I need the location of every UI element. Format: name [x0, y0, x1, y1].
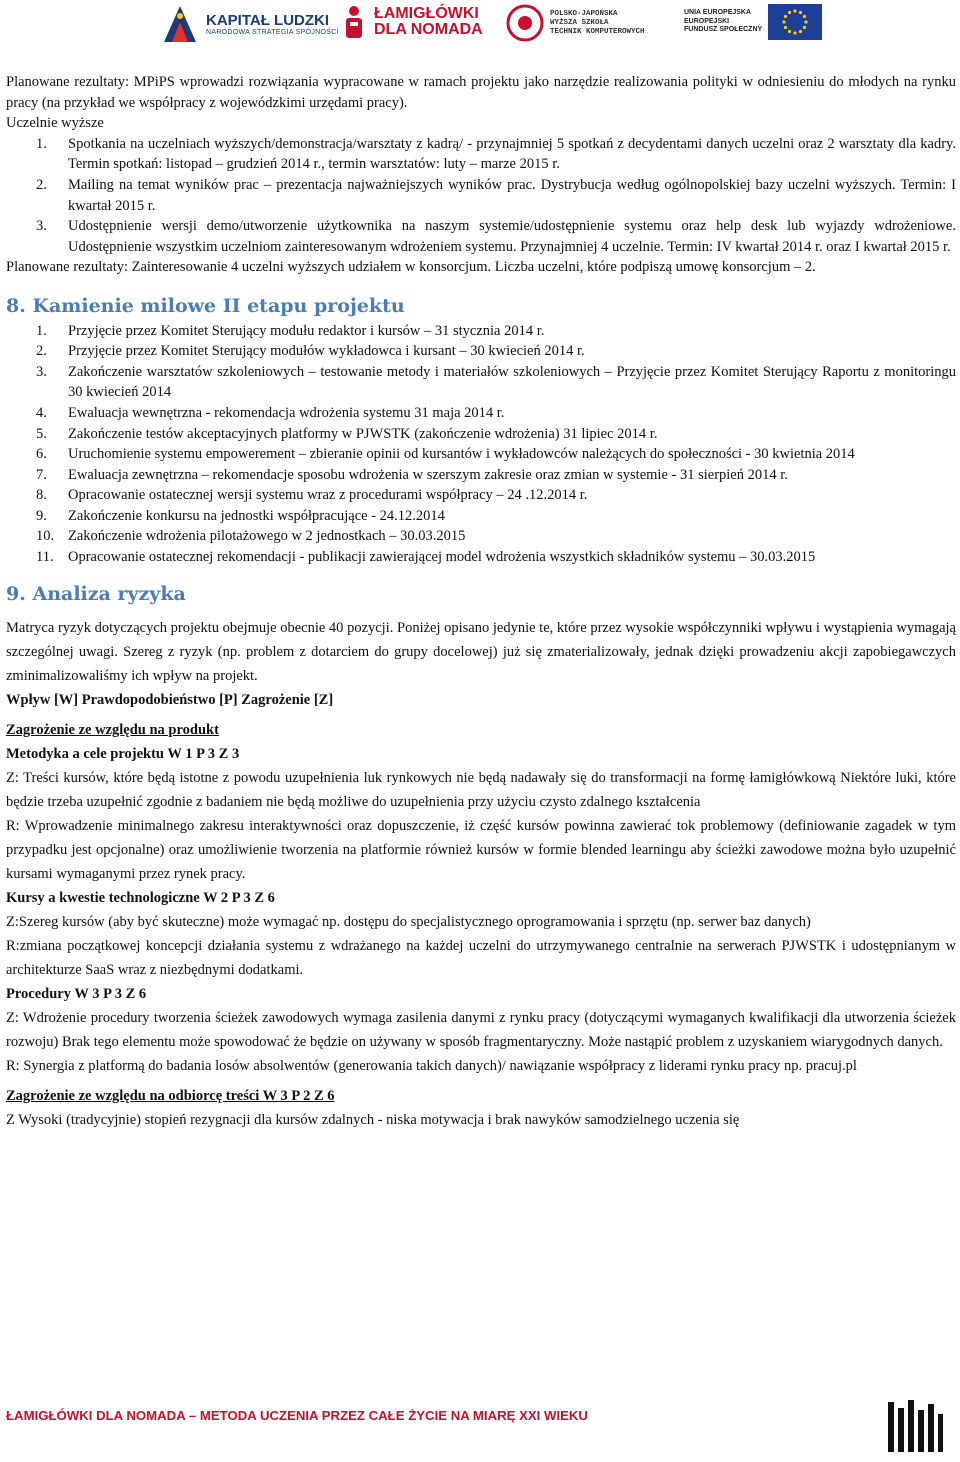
- logo-pj-line2: WYŻSZA SZKOŁA: [550, 18, 609, 27]
- risk-1-title: Metodyka a cele projektu W 1 P 3 Z 3: [6, 746, 240, 763]
- eu-flag-icon: [768, 4, 822, 40]
- logo-ld-line2: DLA NOMADA: [374, 21, 483, 38]
- list-item: [6, 547, 956, 568]
- list-item: [6, 175, 956, 216]
- list-text: Uruchomienie systemu empowerement – zbieranie opinii od kursantów i wykładowców należących do społeczności - 30 kwietnia 2014: [68, 446, 855, 463]
- list-text: Ewaluacja zewnętrzna – rekomendacje sposobu wdrożenia w szerszym zakresie oraz zmian w systemie - 31 sierpień 2014 r.: [68, 466, 788, 483]
- logo-ue-line1: UNIA EUROPEJSKA: [684, 9, 752, 17]
- risk-legend: Wpływ [W] Prawdopodobieństwo [P] Zagrożenie [Z]: [6, 692, 334, 709]
- list-text: Udostępnienie wersji demo/utworzenie użytkownika na naszym systemie/udostępnienie systemu oraz help desk lub wyjazdy wdrożeniowe. Udostępnienie wszystkim uczelniom zainteresowanym wdrożeniem systemu. Przynajmniej 4 uczelnie. Termin: IV kwartał 2014 r. oraz I kwartał 2015 r.: [68, 218, 956, 255]
- logo-ue-line2: EUROPEJSKI: [684, 17, 730, 25]
- list-item: [6, 216, 956, 257]
- list-text: Zakończenie wdrożenia pilotażowego w 2 jednostkach – 30.03.2015: [68, 528, 466, 545]
- logo-ue-line3: FUNDUSZ SPOŁECZNY: [684, 26, 763, 34]
- milestones-list: [6, 321, 956, 568]
- threat-recipient-title: Zagrożenie ze względu na odbiorcę treści W 3 P 2 Z 6: [6, 1088, 335, 1105]
- list-item: [6, 506, 956, 527]
- list-number: 3.: [36, 218, 47, 235]
- list-number: 9.: [36, 507, 47, 524]
- list-number: 11.: [36, 549, 54, 566]
- risk-2-threat: Z:Szereg kursów (aby być skuteczne) może wymagać np. dostępu do specjalistycznego oprogramowania i sprzętu (np. serwer baz danych): [6, 914, 811, 931]
- list-number: 6.: [36, 446, 47, 463]
- list-number: 8.: [36, 487, 47, 504]
- list-number: 10.: [36, 528, 55, 545]
- planned-results-paragraph: Planowane rezultaty: Zainteresowanie 4 uczelni wyższych udziałem w konsorcjum. Liczba uczelni, które podpiszą umowę konsorcjum – 2.: [6, 259, 816, 276]
- list-text: Mailing na temat wyników prac – prezentacja najważniejszych wyników prac. Dystrybucja według ogólnopolskiej bazy uczelni wyższych. Termin: I kwartał 2015 r.: [68, 176, 956, 214]
- pjwstk-emblem-icon: [506, 4, 544, 42]
- list-text: Opracowanie ostatecznej wersji systemu wraz z procedurami współpracy – 24 .12.2014 r.: [68, 487, 588, 504]
- list-text: Zakończenie konkursu na jednostki współpracujące - 24.12.2014: [68, 507, 445, 524]
- list-number: 4.: [36, 404, 47, 421]
- list-item: [6, 485, 956, 506]
- list-item: [6, 341, 956, 362]
- kapital-ludzki-logo: [160, 4, 339, 44]
- kapital-ludzki-icon: [160, 4, 200, 44]
- footer-text: ŁAMIGŁÓWKI DLA NOMADA – METODA UCZENIA PRZEZ CAŁE ŻYCIE NA MIARĘ XXI WIEKU: [6, 1408, 588, 1423]
- document-body: [6, 72, 956, 1132]
- list-text: Opracowanie ostatecznej rekomendacji - publikacji zawierającej model wdrożenia wszystkich składników systemu – 30.03.2015: [68, 549, 816, 566]
- list-item: [6, 134, 956, 175]
- puzzle-person-icon: [340, 4, 368, 40]
- list-text: Ewaluacja wewnętrzna - rekomendacja wdrożenia systemu 31 maja 2014 r.: [68, 404, 505, 421]
- list-item: [6, 403, 956, 424]
- logo-pj-line1: POLSKO-JAPOŃSKA: [550, 9, 618, 18]
- intro-results-paragraph: Planowane rezultaty: MPiPS wprowadzi rozwiązania wypracowane w ramach projektu jako narzędzie realizowania polityki w odniesieniu do młodych na rynku pracy (na przykład we współpracy z wojewódzkimi urzędami pracy).: [6, 74, 956, 111]
- logo-kl-title: KAPITAŁ LUDZKI: [206, 12, 330, 29]
- list-item: [6, 465, 956, 486]
- risk-2-response: R:zmiana początkowej koncepcji działania systemu z wdrażanego na każdej uczelni do utrzymywanego centralnie na serwerach PJWSTK i udostępnianym w architekturze SaaS wraz z niezbędnymi dodatkami.: [6, 938, 956, 979]
- list-item: [6, 424, 956, 445]
- page-header: [0, 0, 960, 52]
- list-number: 1.: [36, 135, 47, 152]
- risk-2-title: Kursy a kwestie technologiczne W 2 P 3 Z 6: [6, 890, 275, 907]
- list-text: Przyjęcie przez Komitet Sterujący modułu redaktor i kursów – 31 stycznia 2014 r.: [68, 322, 545, 339]
- section-9-heading: 9. Analiza ryzyka: [6, 582, 186, 605]
- pjwstk-logo: [506, 4, 645, 42]
- logo-ld-line1: ŁAMIGŁÓWKI: [374, 5, 479, 22]
- list-text: Spotkania na uczelniach wyższych/demonstracja/warsztaty z kadrą/ - przynajmniej 5 spotkań z decydentami danych uczelni oraz 2 warsztaty dla kadry. Termin spotkań: listopad – grudzień 2014 r., termin warsztatów: luty – marze 2015 r.: [68, 135, 956, 173]
- threat-product-title: Zagrożenie ze względu na produkt: [6, 722, 219, 739]
- list-number: 3.: [36, 363, 47, 380]
- eu-logo: [684, 4, 822, 40]
- list-text: Zakończenie warsztatów szkoleniowych – testowanie metody i materiałów szkoleniowych – Przyjęcie przez Komitet Sterujący Raportu z monitoringu 30 kwiecień 2014: [68, 363, 956, 401]
- section-8-heading: 8. Kamienie milowe II etapu projektu: [6, 294, 405, 317]
- list-number: 2.: [36, 176, 47, 193]
- lamiglowki-footer-icon: [884, 1396, 946, 1458]
- list-number: 5.: [36, 425, 47, 442]
- logo-pj-line3: TECHNIK KOMPUTEROWYCH: [550, 27, 645, 36]
- risk-analysis: [6, 616, 956, 1132]
- risk-3-title: Procedury W 3 P 3 Z 6: [6, 986, 147, 1003]
- list-item: [6, 526, 956, 547]
- list-text: Przyjęcie przez Komitet Sterujący modułów wykładowca i kursant – 30 kwiecień 2014 r.: [68, 343, 585, 360]
- risk-3-threat: Z: Wdrożenie procedury tworzenia ścieżek zawodowych wymaga zasilenia danymi z rynku pracy (dotyczącymi wymaganych kwalifikacji dla utworzenia ścieżek rozwoju) Brak tego elementu może spowodować że będzie on używany w sposób fragmentaryczny. Może nastąpić problem z uzyskaniem wiarygodnych danych.: [6, 1010, 956, 1051]
- lamiglowki-logo: [340, 4, 483, 40]
- risk-3-response: R: Synergia z platformą do badania losów absolwentów (generowania takich danych)/ nawiązanie współpracy z liderami rynku pracy np. pracuj.pl: [6, 1058, 857, 1075]
- list-item: [6, 321, 956, 342]
- list-item: [6, 362, 956, 403]
- list-number: 2.: [36, 343, 47, 360]
- risk-intro: Matryca ryzyk dotyczących projektu obejmuje obecnie 40 pozycji. Poniżej opisano jedynie te, które przez wysokie współczynniki wpływu i wystąpienia wymagają szczególnej uwagi. Szereg z ryzyk (np. problem z dotarciem do grupy docelowej) już się zmaterializowały, jednak dzięki prowadzeniu akcji zapobiegawczych zminimalizowaliśmy ich wpływ na projekt.: [6, 620, 956, 685]
- risk-4-threat: Z Wysoki (tradycyjnie) stopień rezygnacji dla kursów zdalnych - niska motywacja i brak nawyków samodzielnego uczenia się: [6, 1112, 740, 1129]
- universities-list: [6, 134, 956, 258]
- list-text: Zakończenie testów akceptacyjnych platformy w PJWSTK (zakończenie wdrożenia) 31 lipiec 2014 r.: [68, 425, 658, 442]
- risk-1-response: R: Wprowadzenie minimalnego zakresu interaktywności oraz dopuszczenie, iż część kursów powinna zawierać tok problemowy (definiowanie zagadek w tym przypadku jest opcjonalne) oraz umożliwienie tworzenia na platformie również kursów w formie blended learningu aby ścieżki zawodowe można było uzupełnić kursami wymaganymi przez rynek pracy.: [6, 818, 956, 883]
- universities-label: Uczelnie wyższe: [6, 115, 104, 132]
- risk-1-threat: Z: Treści kursów, które będą istotne z powodu uzupełnienia luk rynkowych nie będą nadawały się do transformacji na formę łamigłówkową Niektóre luki, które będzie trzeba uzupełnić zgodnie z badaniem nie będą możliwe do uzupełnienia przy użyciu czysto zdalnego kształcenia: [6, 770, 956, 811]
- logo-kl-subtitle: NARODOWA STRATEGIA SPÓJNOŚCI: [206, 29, 339, 36]
- list-item: [6, 444, 956, 465]
- list-number: 7.: [36, 466, 47, 483]
- list-number: 1.: [36, 322, 47, 339]
